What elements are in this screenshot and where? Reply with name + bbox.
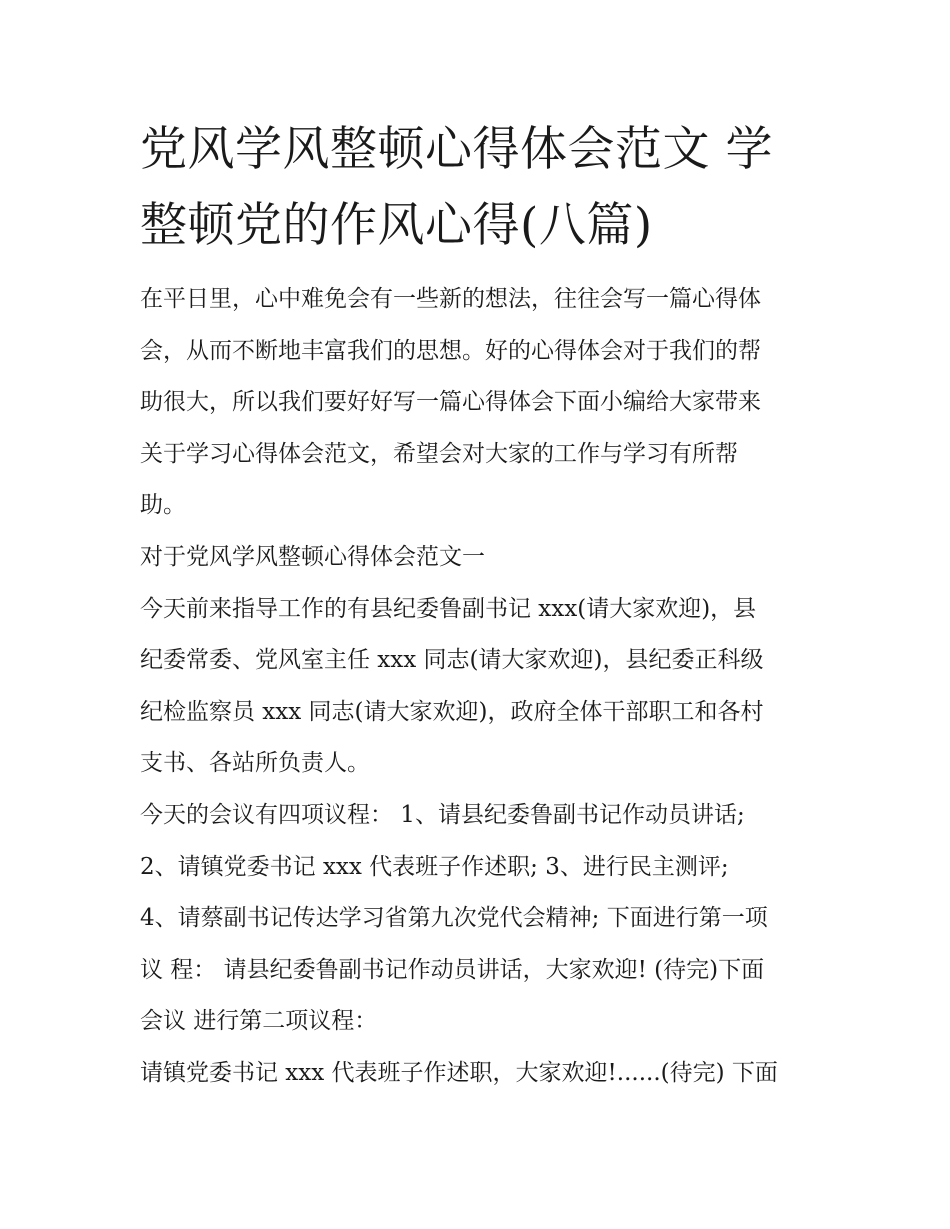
body-line: 请镇党委书记 xxx 代表班子作述职，大家欢迎!......(待完) 下面 <box>140 1059 778 1086</box>
body-line: 关于学习心得体会范文，希望会对大家的工作与学习有所帮 <box>140 440 738 467</box>
body-line: 会，从而不断地丰富我们的思想。好的心得体会对于我们的帮 <box>140 337 761 364</box>
body-line: 今天前来指导工作的有县纪委鲁副书记 xxx(请大家欢迎)，县 <box>140 595 757 622</box>
body-line: 今天的会议有四项议程： 1、请县纪委鲁副书记作动员讲话; <box>140 801 745 828</box>
title-line: 整顿党的作风心得(八篇) <box>140 198 653 253</box>
section-heading: 对于党风学风整顿心得体会范文一 <box>140 543 485 570</box>
body-line: 纪委常委、党风室主任 xxx 同志(请大家欢迎)，县纪委正科级 <box>140 647 764 674</box>
document-title <box>140 112 830 264</box>
body-line: 助。 <box>140 492 186 519</box>
body-line: 在平日里，心中难免会有一些新的想法，往往会写一篇心得体 <box>140 286 761 312</box>
title-line: 党风学风整顿心得体会范文 学 <box>140 122 773 177</box>
body-line: 会议 进行第二项议程： <box>140 1008 378 1035</box>
document-body <box>140 274 830 1100</box>
body-line: 4、请蔡副书记传达学习省第九次党代会精神; 下面进行第一项 <box>140 905 768 932</box>
body-line: 支书、各站所负责人。 <box>140 750 370 777</box>
body-line: 助很大，所以我们要好好写一篇心得体会下面小编给大家带来 <box>140 389 761 416</box>
body-line: 纪检监察员 xxx 同志(请大家欢迎)，政府全体干部职工和各村 <box>140 698 764 725</box>
body-line: 2、请镇党委书记 xxx 代表班子作述职; 3、进行民主测评; <box>140 853 729 880</box>
body-line: 议 程： 请县纪委鲁副书记作动员讲话，大家欢迎! (待完)下面 <box>140 956 765 983</box>
